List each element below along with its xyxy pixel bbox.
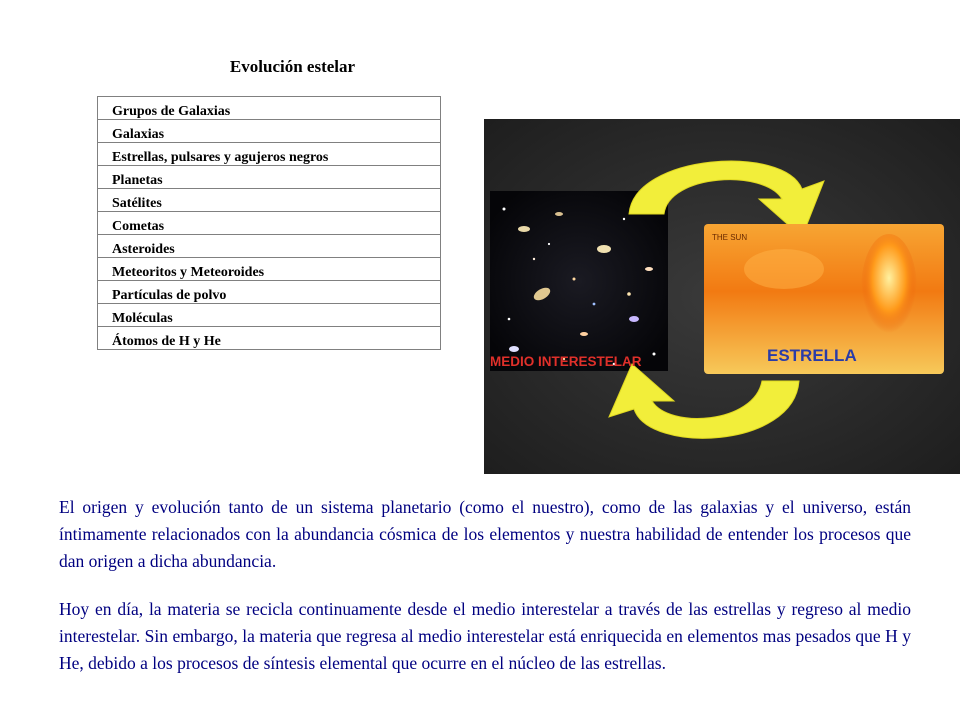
sun-caption: THE SUN [712, 233, 748, 242]
deep-field-image [490, 191, 668, 371]
interstellar-medium-label: MEDIO INTERESTELAR [490, 354, 642, 369]
table-cell: Átomos de H y He [98, 327, 441, 350]
table-cell: Meteoritos y Meteoroides [98, 258, 441, 281]
table-cell: Grupos de Galaxias [98, 97, 441, 120]
table-cell: Partículas de polvo [98, 281, 441, 304]
table-row [98, 97, 441, 120]
table-row [98, 166, 441, 189]
table-cell: Estrellas, pulsares y agujeros negros [98, 143, 441, 166]
table-cell: Cometas [98, 212, 441, 235]
stellar-cycle-svg [484, 119, 960, 474]
stellar-cycle-illustration [484, 119, 960, 474]
page-title: Evolución estelar [229, 57, 356, 76]
table-row [98, 281, 441, 304]
table-row [98, 143, 441, 166]
solar-flame [861, 234, 917, 344]
table-row [98, 258, 441, 281]
table-row [98, 212, 441, 235]
table-row [98, 304, 441, 327]
table-row [98, 327, 441, 350]
star-label: ESTRELLA [767, 346, 857, 365]
table-cell: Moléculas [98, 304, 441, 327]
table-cell: Galaxias [98, 120, 441, 143]
table-cell: Asteroides [98, 235, 441, 258]
paragraph-origin: El origen y evolución tanto de un sistema planetario (como el nuestro), como de las galaxias y el universo, están íntimamente relacionados con la abundancia cósmica de los elementos y nuestra habilidad de entender los procesos que dan origen a dicha abundancia. [59, 497, 911, 571]
paragraph-recycle: Hoy en día, la materia se recicla continuamente desde el medio interestelar a través de las estrellas y regreso al medio interestelar. Sin embargo, la materia que regresa al medio interestelar está enriquecida en elementos mas pesados que H y He, debido a los procesos de síntesis elemental que ocurre en el núcleo de las estrellas. [59, 599, 911, 673]
table-row [98, 120, 441, 143]
evolution-table [97, 96, 441, 350]
table-cell: Satélites [98, 189, 441, 212]
table-row [98, 235, 441, 258]
table-cell: Planetas [98, 166, 441, 189]
table-row [98, 189, 441, 212]
